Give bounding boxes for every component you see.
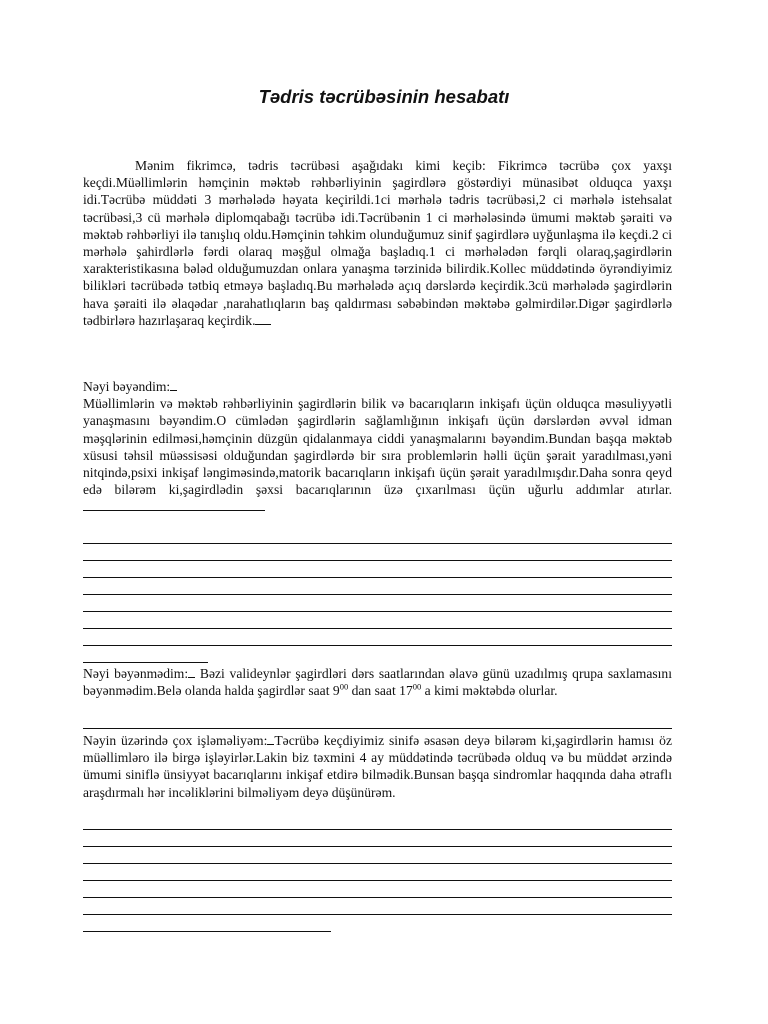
answer-line [83, 880, 672, 881]
liked-section [83, 378, 672, 516]
answer-line [83, 611, 672, 612]
answer-line [83, 662, 208, 663]
answer-line [83, 897, 672, 898]
disliked-text-before: Bəzi valideynlər şagirdləri dərs saatlarından əlavə günü uzadılmış qrupa saxlamasını bəyənmədim.Belə olanda halda şagirdlər saat 9 [83, 666, 672, 699]
improve-section [83, 732, 672, 801]
time-superscript: 00 [339, 681, 349, 692]
answer-line [83, 728, 672, 729]
liked-paragraph: Müəllimlərin və məktəb rəhbərliyinin şagirdlərin bilik və bacarıqların inkişafı üçün olduqca məsuliyyətli yanaşmasını bəyəndim.O cümlədən şagirdlərin sağlamlığının inkişafı üçün dərslərdən əvvəl idman məşqlərinin edilməsi,həmçinin düzgün qidalanmaya ciddi yanaşmalarını bəyəndim.Bundan başqa məktəb xüsusi təhsil müəssisəsi olduğundan şagirdlərdə bir sıra problemlərin həlli üçün şərait yaradılması,yəni nitqində,psixi inkişaf ləngiməsində,matorik bacarıqların inkişafı üçün şərait yaradılmışdır.Daha sonra qeyd edə bilərəm ki,şagirdlədin şəxsi bacarıqlarının üzə çıxarılması üçün uğurlu addımlar atırlar. [83, 396, 672, 498]
blank-line [83, 499, 265, 511]
answer-line [83, 863, 672, 864]
disliked-section [83, 665, 672, 699]
answer-line [83, 594, 672, 595]
liked-heading: Nəyi bəyəndim: [83, 379, 171, 394]
answer-line [83, 931, 331, 932]
blank-line [255, 313, 271, 325]
improve-heading: Nəyin üzərində çox işləməliyəm: [83, 733, 268, 748]
answer-line [83, 846, 672, 847]
disliked-text-mid: dan saat 17 [348, 683, 413, 699]
answer-line [83, 543, 672, 544]
answer-line [83, 560, 672, 561]
blank-line [188, 666, 195, 678]
blank-line [170, 379, 177, 391]
disliked-text-after: a kimi məktəbdə olurlar. [421, 683, 558, 699]
answer-line [83, 645, 672, 646]
intro-section [83, 157, 672, 329]
intro-paragraph: Mənim fikrimcə, tədris təcrübəsi aşağıdakı kimi keçib: Fikrimcə təcrübə çox yaxşı keçdi.Müəllimlərin həmçinin məktəb rəhbərliyinin şagirdlərə göstərdiyi münasibət olduqca yaxşı idi.Təcrübə müddəti 3 mərhələdə həyata keçirildi.1ci mərhələ tədris təcrübəsi,2 ci mərhələ istehsalat təcrübəsi,3 cü mərhələ diplomqabağı təcrübə idi.Təcrübənin 1 ci mərhələsində ümumi məktəb şəraiti və məktəb rəhbərliyi ilə tanışlıq oldu.Həmçinin təhkim olunduğumuz sinif şagirdlərə uyğunlaşma ilə keçdi.2 ci mərhələ şahirdlərlə fərdi olaraq məşğul olmağa başladıq.1 ci mərhələdən fərqli olaraq,şagirdlərin xarakteristikasına bələd olduğumuzdan onlara yanaşma tərzinidə bilirdik.Kollec müddətində öyrəndiyimiz bilikləri təcrübədə tətbiq etməyə başladıq.Bu mərhələdə açıq dərslərdə keçirdik.3cü mərhələdə şagirdlərin hava şəraiti ilə əlaqədar ,narahatlıqların baş qaldırması səbəbindən məktəbə gəlmirdilər.Digər şagirdlərlə tədbirlərə hazırlaşaraq keçirdik. [83, 158, 672, 328]
improve-paragraph: Təcrübə keçdiyimiz sinifə əsasən deyə bilərəm ki,şagirdlərin hamısı öz müəllimləro ilə birgə işləyirlər.Lakin biz təxmini 4 ay müddətində təcrübədə olduq və bu müddət ərzində ümumi siniflə ünsiyyət bacarıqlarını inkişaf etdirə bilmədik.Bunsan başqa sindromlar haqqında daha ətraflı araşdırmalı hər incəliklərini bilməliyəm deyə düşünürəm. [83, 733, 672, 800]
answer-line [83, 628, 672, 629]
document-title: Tədris təcrübəsinin hesabatı [258, 86, 510, 107]
answer-line [83, 829, 672, 830]
time-superscript: 00 [412, 681, 422, 692]
disliked-heading: Nəyi bəyənmədim: [83, 666, 189, 681]
answer-line [83, 914, 672, 915]
answer-line [83, 577, 672, 578]
